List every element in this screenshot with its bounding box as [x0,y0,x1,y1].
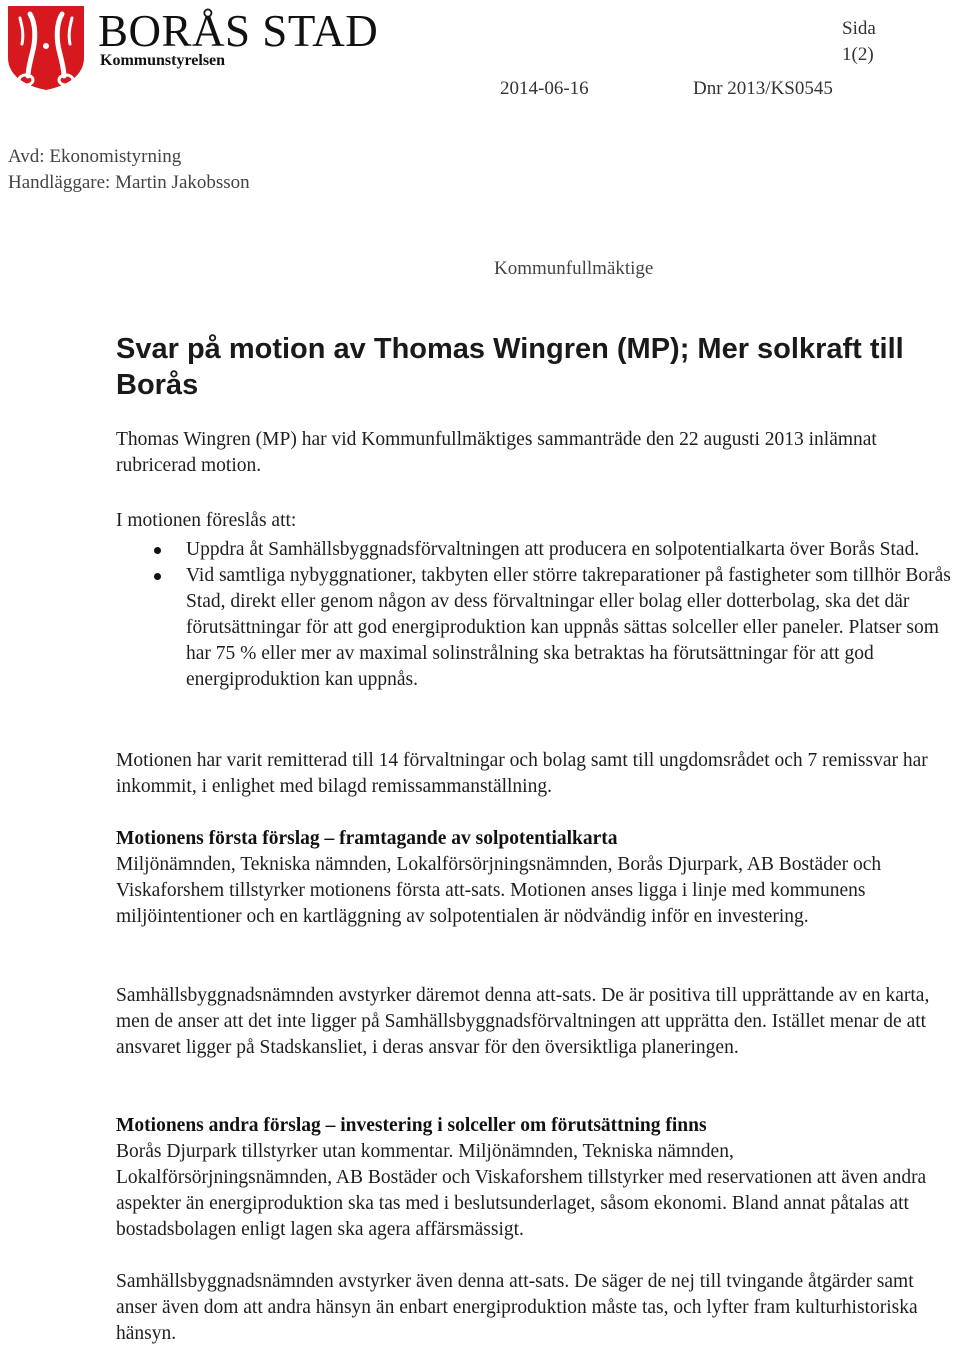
list-item [116,537,956,563]
list-item [116,563,956,693]
bullet-icon [154,547,161,554]
page-number: 1(2) [842,44,874,65]
section1-paragraph: Miljönämnden, Tekniska nämnden, Lokalförsörjningsnämnden, Borås Djurpark, AB Bostäder och Viskaforshem tillstyrker motionens första att-sats. Motionen anses ligga i linje med kommunens miljöintentioner och en kartläggning av solpotentialen är nödvändig inför en investering. [116,854,882,927]
referral-paragraph: Motionen har varit remitterad till 14 förvaltningar och bolag samt till ungdomsrådet och 7 remissvar har inkommit, i enlighet med bilagd remissammanställning. [116,750,928,797]
page-label: Sida [842,18,876,39]
document-reference: Dnr 2013/KS0545 [693,78,833,99]
recipient: Kommunfullmäktige [494,258,654,279]
organization-unit: Kommunstyrelsen [100,52,226,69]
proposal-lead: I motionen föreslås att: [116,510,297,531]
organization-name: BORÅS STAD [98,6,379,56]
section2-paragraph: Samhällsbyggnadsnämnden avstyrker även denna att-sats. De säger de nej till tvingande åtgärder samt anser även dom att andra hänsyn än enbart energiproduktion måste tas, och lyfter fram kulturhistoriska hänsyn. [116,1271,918,1344]
handler-line: Handläggare: Martin Jakobsson [8,172,250,193]
section-heading-second-proposal: Motionens andra förslag – investering i solceller om förutsättning finns [116,1115,707,1136]
proposal-text: Uppdra åt Samhällsbyggnadsförvaltningen att producera en solpotentialkarta över Borås Stad. [186,539,920,560]
section-heading-first-proposal: Motionens första förslag – framtagande av solpotentialkarta [116,828,618,849]
section1-paragraph: Samhällsbyggnadsnämnden avstyrker däremot denna att-sats. De är positiva till upprättande av en karta, men de anser att det inte ligger på Samhällsbyggnadsförvaltningen att upprätta den. Istället menar de att ansvaret ligger på Stadskansliet, i deras ansvar för den översiktliga planeringen. [116,985,930,1058]
document-date: 2014-06-16 [500,78,589,99]
proposal-list [116,537,956,693]
borås-coat-of-arms-logo [6,4,86,92]
document-title: Svar på motion av Thomas Wingren (MP); Mer solkraft till Borås [116,333,904,401]
intro-paragraph: Thomas Wingren (MP) har vid Kommunfullmäktiges sammanträde den 22 augusti 2013 inlämnat rubricerad motion. [116,429,877,476]
section2-paragraph: Borås Djurpark tillstyrker utan kommentar. Miljönämnden, Tekniska nämnden, Lokalförsörjningsnämnden, AB Bostäder och Viskaforshem tillstyrker med reservationen att även andra aspekter än energiproduktion ska tas med i beslutsunderlaget, såsom ekonomi. Bland annat påtalas att bostadsbolagen enligt lagen ska agera affärsmässigt. [116,1141,927,1240]
bullet-icon [154,573,161,580]
proposal-text: Vid samtliga nybyggnationer, takbyten eller större takreparationer på fastigheter som tillhör Borås Stad, direkt eller genom någon av dess förvaltningar eller bolag eller dotterbolag, ska det där förutsättningar för att god energiproduktion kan uppnås sättas solceller eller paneler. Platser som har 75 % eller mer av maximal solinstrålning ska betraktas ha förutsättningar för att god energiproduktion kan uppnås. [186,565,951,690]
department-line: Avd: Ekonomistyrning [8,146,182,167]
shield-icon [6,4,86,92]
